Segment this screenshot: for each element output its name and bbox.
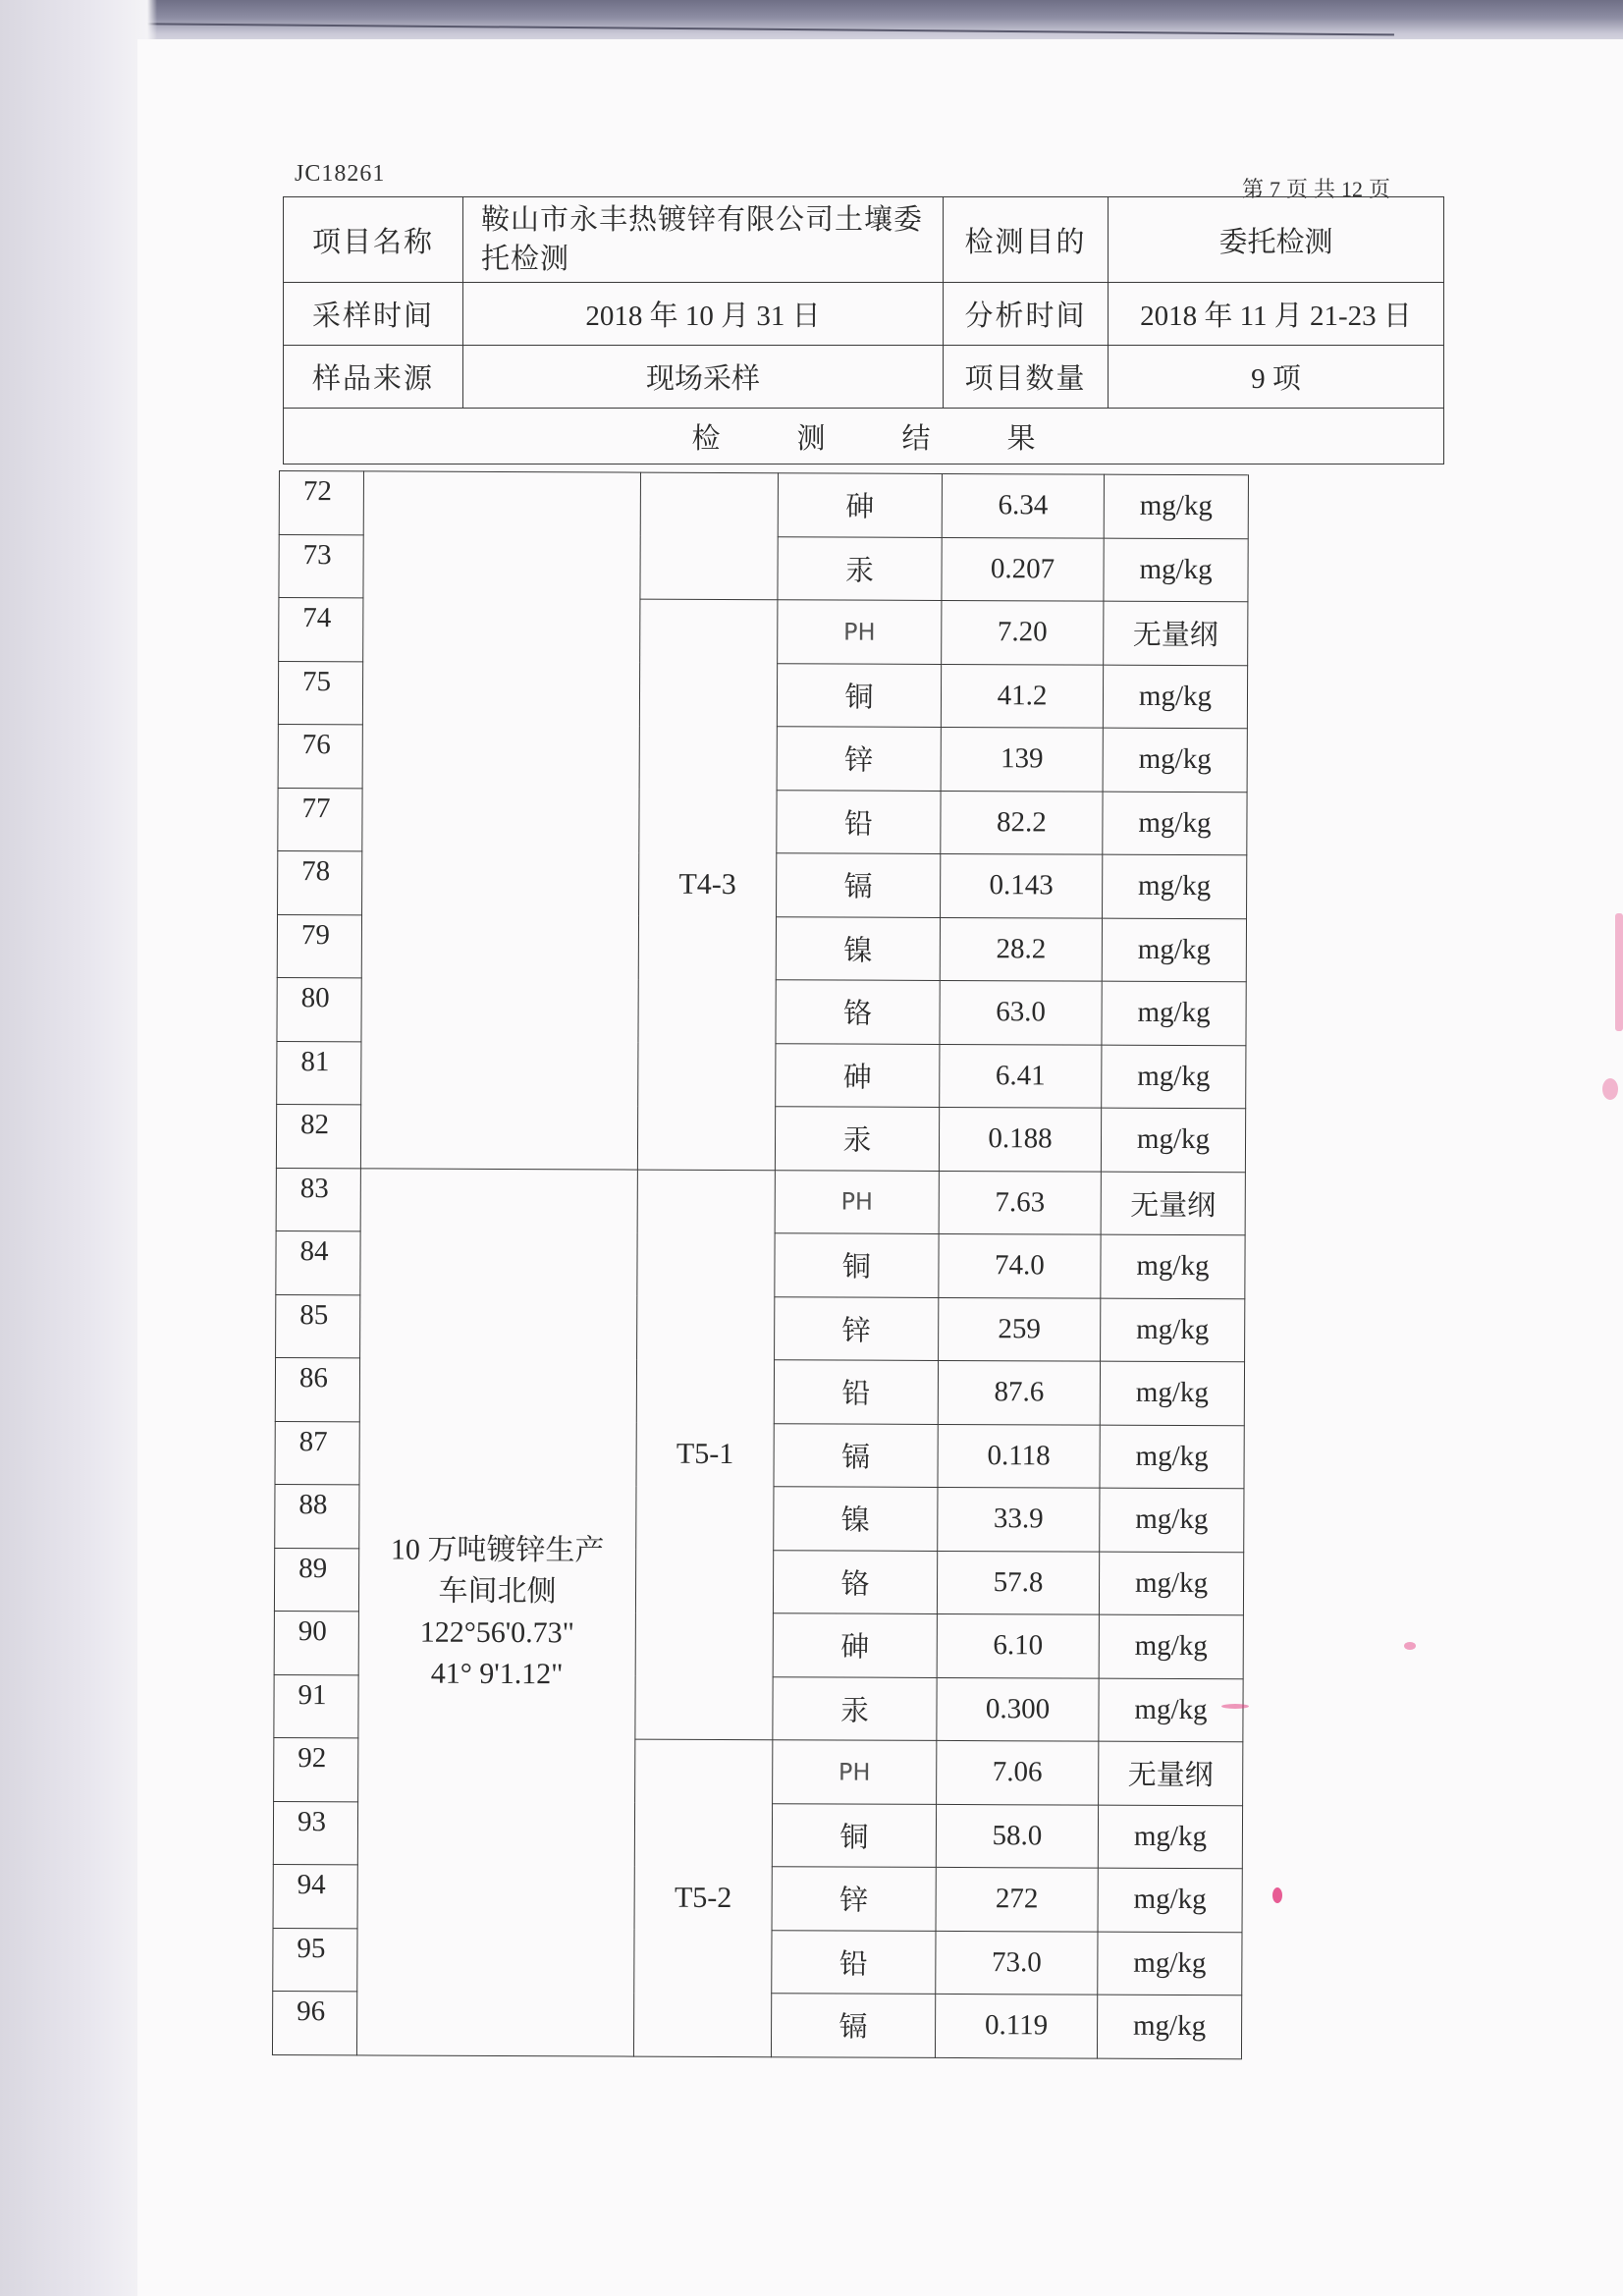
test-unit: mg/kg bbox=[1101, 1234, 1245, 1298]
test-item: 铜 bbox=[775, 1233, 939, 1297]
row-number: 81 bbox=[277, 1041, 361, 1105]
test-unit: mg/kg bbox=[1104, 474, 1248, 538]
page-number-total: 12 bbox=[1341, 177, 1364, 201]
test-unit: mg/kg bbox=[1098, 1868, 1242, 1932]
test-item: 汞 bbox=[773, 1676, 937, 1740]
test-value: 63.0 bbox=[940, 980, 1102, 1044]
test-item: 镉 bbox=[774, 1423, 938, 1487]
test-unit: mg/kg bbox=[1101, 1108, 1245, 1172]
document-code: JC18261 bbox=[295, 161, 386, 187]
test-unit: mg/kg bbox=[1098, 1805, 1242, 1869]
test-value: 0.188 bbox=[939, 1107, 1101, 1171]
test-item: 锌 bbox=[775, 1296, 939, 1360]
scan-left-shadow bbox=[0, 0, 157, 2296]
row-number: 75 bbox=[278, 661, 362, 725]
test-value: 82.2 bbox=[941, 791, 1103, 854]
test-value: 74.0 bbox=[939, 1233, 1101, 1297]
test-value: 7.63 bbox=[939, 1171, 1101, 1234]
test-value: 0.143 bbox=[941, 853, 1103, 917]
test-unit: 无量纲 bbox=[1099, 1741, 1243, 1805]
row-number: 74 bbox=[279, 598, 363, 662]
source-label: 样品来源 bbox=[284, 346, 463, 409]
table-row bbox=[279, 471, 1430, 540]
test-value: 259 bbox=[939, 1297, 1101, 1361]
row-number: 72 bbox=[279, 471, 363, 535]
test-item: 铬 bbox=[773, 1550, 937, 1613]
page-number-total-unit: 页 bbox=[1369, 177, 1391, 201]
row-number: 92 bbox=[274, 1737, 358, 1801]
test-item: 汞 bbox=[778, 536, 942, 600]
row-number: 96 bbox=[272, 1991, 356, 2054]
analysis-time-label: 分析时间 bbox=[944, 283, 1109, 346]
test-item: 铅 bbox=[777, 790, 941, 853]
test-item: 砷 bbox=[773, 1613, 937, 1677]
row-number: 79 bbox=[277, 914, 361, 978]
row-number: 85 bbox=[276, 1294, 360, 1358]
test-item: 镍 bbox=[776, 916, 940, 980]
test-unit: mg/kg bbox=[1100, 1361, 1244, 1425]
test-unit: mg/kg bbox=[1103, 854, 1247, 918]
sample-id bbox=[640, 472, 779, 600]
test-value: 0.300 bbox=[937, 1677, 1099, 1741]
test-unit: mg/kg bbox=[1103, 665, 1247, 729]
test-item: PH bbox=[775, 1170, 939, 1233]
test-value: 57.8 bbox=[937, 1551, 1099, 1614]
page-number-unit: 页 bbox=[1286, 177, 1309, 201]
row-number: 87 bbox=[275, 1421, 359, 1485]
row-number: 88 bbox=[275, 1484, 359, 1548]
ink-mark bbox=[1221, 1704, 1249, 1709]
sampling-site-line: 10 万吨镀锌生产 bbox=[390, 1533, 605, 1566]
sampling-site-line: 车间北侧 bbox=[438, 1574, 557, 1608]
test-item: 镉 bbox=[777, 853, 941, 917]
purpose-value: 委托检测 bbox=[1109, 197, 1444, 283]
header-table bbox=[283, 196, 1444, 465]
results-table bbox=[272, 470, 1431, 2060]
row-number: 84 bbox=[276, 1230, 360, 1294]
test-unit: 无量纲 bbox=[1101, 1172, 1245, 1235]
project-name-label: 项目名称 bbox=[284, 197, 463, 283]
item-count-label: 项目数量 bbox=[944, 346, 1109, 409]
sampling-site-line: 41° 9'1.12" bbox=[430, 1657, 564, 1690]
test-value: 87.6 bbox=[938, 1360, 1100, 1424]
test-item: 镉 bbox=[771, 1994, 935, 2057]
purpose-label: 检测目的 bbox=[944, 197, 1109, 283]
test-unit: mg/kg bbox=[1102, 981, 1246, 1045]
test-item: 铅 bbox=[772, 1930, 936, 1994]
row-number: 93 bbox=[273, 1801, 357, 1865]
test-value: 0.118 bbox=[938, 1424, 1100, 1488]
row-number: 82 bbox=[276, 1104, 360, 1168]
row-number: 73 bbox=[279, 534, 363, 598]
test-value: 6.41 bbox=[940, 1044, 1102, 1108]
test-item: 锌 bbox=[772, 1867, 936, 1931]
test-value: 58.0 bbox=[936, 1804, 1098, 1868]
test-unit: mg/kg bbox=[1104, 538, 1248, 602]
test-value: 7.06 bbox=[937, 1740, 1099, 1804]
test-item: 锌 bbox=[777, 727, 941, 791]
test-value: 7.20 bbox=[942, 600, 1104, 664]
test-unit: mg/kg bbox=[1099, 1552, 1243, 1615]
page-number-current: 7 bbox=[1270, 177, 1281, 201]
source-value: 现场采样 bbox=[463, 346, 944, 409]
test-value: 0.119 bbox=[935, 1994, 1097, 2057]
results-title: 检测结果 bbox=[284, 409, 1444, 465]
row-number: 91 bbox=[274, 1674, 358, 1738]
row-number: 94 bbox=[273, 1864, 357, 1928]
test-value: 41.2 bbox=[941, 664, 1103, 728]
test-value: 0.207 bbox=[942, 537, 1104, 601]
ink-mark bbox=[1272, 1887, 1282, 1903]
ink-mark bbox=[1404, 1642, 1416, 1650]
test-unit: mg/kg bbox=[1099, 1678, 1243, 1742]
project-name: 鞍山市永丰热镀锌有限公司土壤委托检测 bbox=[463, 197, 944, 283]
test-value: 6.34 bbox=[942, 473, 1104, 537]
test-unit: mg/kg bbox=[1100, 1488, 1244, 1552]
ink-mark bbox=[1602, 1078, 1618, 1100]
test-value: 73.0 bbox=[936, 1931, 1098, 1995]
test-item: 汞 bbox=[775, 1107, 939, 1171]
test-item: PH bbox=[773, 1740, 937, 1804]
test-value: 28.2 bbox=[940, 917, 1102, 981]
test-unit: mg/kg bbox=[1101, 1298, 1245, 1362]
sampling-site-line: 122°56'0.73" bbox=[419, 1615, 574, 1649]
test-value: 33.9 bbox=[938, 1487, 1100, 1551]
test-item: 砷 bbox=[776, 1043, 940, 1107]
test-unit: mg/kg bbox=[1099, 1614, 1243, 1678]
item-count-value: 9 项 bbox=[1109, 346, 1444, 409]
sampling-site bbox=[360, 471, 640, 1170]
test-item: PH bbox=[778, 600, 942, 664]
sample-id: T5-1 bbox=[635, 1170, 776, 1740]
test-unit: 无量纲 bbox=[1104, 601, 1248, 665]
test-unit: mg/kg bbox=[1100, 1425, 1244, 1489]
sampling-site bbox=[356, 1168, 637, 2055]
sampling-time-label: 采样时间 bbox=[284, 283, 463, 346]
page-number-total-prefix: 共 bbox=[1314, 177, 1336, 201]
test-value: 272 bbox=[936, 1867, 1098, 1931]
sample-id: T5-2 bbox=[633, 1739, 772, 2056]
row-number: 78 bbox=[278, 850, 362, 914]
test-item: 铜 bbox=[772, 1803, 936, 1867]
test-unit: mg/kg bbox=[1103, 792, 1247, 855]
test-value: 139 bbox=[941, 727, 1103, 791]
test-item: 铜 bbox=[777, 663, 941, 727]
row-number: 95 bbox=[273, 1928, 357, 1992]
test-unit: mg/kg bbox=[1103, 728, 1247, 792]
test-item: 砷 bbox=[778, 473, 942, 537]
analysis-time-value: 2018 年 11 月 21-23 日 bbox=[1109, 283, 1444, 346]
row-number: 83 bbox=[276, 1168, 360, 1231]
sample-id: T4-3 bbox=[637, 599, 778, 1170]
row-number: 90 bbox=[274, 1611, 358, 1674]
row-number: 80 bbox=[277, 977, 361, 1041]
test-value: 6.10 bbox=[937, 1613, 1099, 1677]
test-item: 铅 bbox=[774, 1360, 938, 1424]
ink-mark bbox=[1615, 913, 1623, 1031]
test-unit: mg/kg bbox=[1102, 1045, 1246, 1109]
test-item: 镍 bbox=[774, 1487, 938, 1551]
blank-column bbox=[1241, 475, 1430, 2059]
sampling-time-value: 2018 年 10 月 31 日 bbox=[463, 283, 944, 346]
test-unit: mg/kg bbox=[1098, 1932, 1242, 1995]
test-unit: mg/kg bbox=[1102, 918, 1246, 982]
test-item: 铬 bbox=[776, 980, 940, 1044]
row-number: 89 bbox=[274, 1548, 358, 1612]
test-unit: mg/kg bbox=[1097, 1995, 1241, 2058]
page-number-prefix: 第 bbox=[1242, 177, 1265, 201]
row-number: 86 bbox=[275, 1357, 359, 1421]
row-number: 77 bbox=[278, 788, 362, 851]
row-number: 76 bbox=[278, 724, 362, 788]
